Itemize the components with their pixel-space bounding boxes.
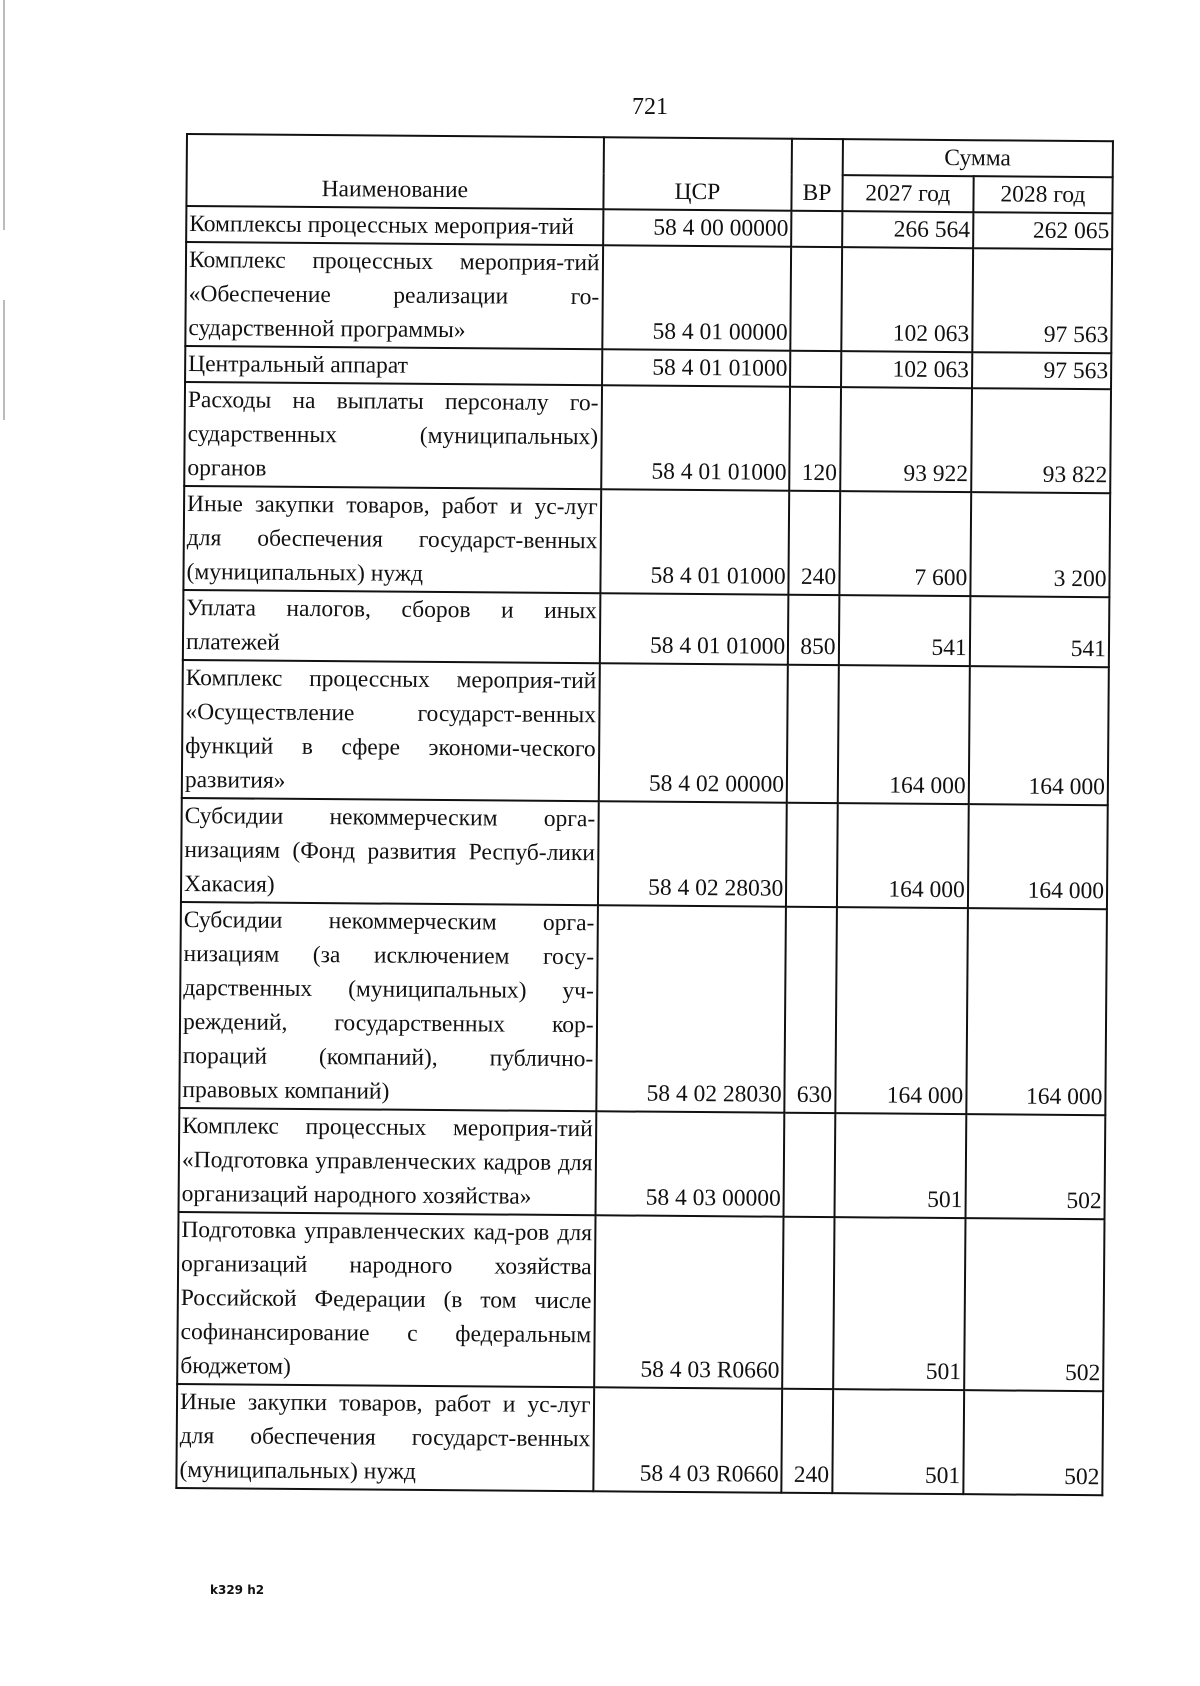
cell-2027: 164 000	[837, 665, 969, 804]
cell-2027: 164 000	[837, 803, 969, 908]
cell-2027: 501	[833, 1217, 965, 1390]
cell-csr: 58 4 00 00000	[603, 209, 792, 246]
cell-vr	[786, 803, 837, 907]
cell-2028: 164 000	[968, 804, 1108, 909]
cell-csr: 58 4 02 28030	[598, 801, 787, 906]
header-year-2028: 2028 год	[973, 176, 1113, 213]
cell-2028: 502	[965, 1114, 1105, 1219]
cell-vr	[787, 665, 839, 803]
cell-name: Подготовка управленческих кад-ров для организаций народного хозяйства Российской Федерации (в том числе софинансирование с федеральным бюджетом)	[177, 1212, 595, 1387]
cell-name: Иные закупки товаров, работ и ус-луг для обеспечения государст-венных (муниципальных) нужд	[183, 486, 600, 593]
cell-name: Комплекс процессных мероприя-тий «Обеспечение реализации го-сударственной программы»	[185, 242, 602, 349]
table-row	[179, 1108, 1106, 1219]
cell-csr: 58 4 03 R0660	[594, 1215, 784, 1388]
cell-2027: 501	[832, 1389, 964, 1494]
cell-vr	[782, 1217, 834, 1389]
cell-csr: 58 4 01 01000	[602, 349, 791, 386]
cell-csr: 58 4 01 00000	[602, 245, 791, 350]
cell-name: Расходы на выплаты персоналу го-сударственных (муниципальных) органов	[184, 382, 601, 489]
cell-vr	[790, 351, 841, 387]
cell-2028: 97 563	[972, 352, 1112, 389]
cell-2028: 93 822	[971, 388, 1111, 493]
scan-edge-mark	[3, 300, 5, 420]
cell-csr: 58 4 01 01000	[601, 385, 790, 490]
cell-name: Комплекс процессных мероприя-тий «Осуществление государст-венных функций в сфере экономи-ческого развития»	[182, 660, 600, 801]
table-row	[183, 486, 1110, 597]
table-row	[181, 798, 1108, 909]
cell-name: Комплексы процессных мероприя-тий	[186, 206, 603, 245]
scan-edge-mark	[3, 0, 5, 230]
cell-csr: 58 4 01 01000	[599, 593, 788, 664]
cell-csr: 58 4 03 R0660	[593, 1387, 782, 1492]
cell-2027: 541	[838, 595, 970, 666]
cell-vr	[791, 211, 842, 247]
cell-name: Центральный аппарат	[185, 346, 602, 385]
cell-name: Уплата налогов, сборов и иных платежей	[183, 590, 600, 663]
cell-2027: 93 922	[840, 387, 972, 492]
cell-vr	[784, 1113, 835, 1217]
header-sum: Сумма	[842, 139, 1113, 177]
footer-code: k329 h2	[210, 1583, 265, 1597]
cell-name: Субсидии некоммерческим орга-низациям (за исключением госу-дарственных (муниципальных) уч-реждений, государственных кор-пораций (компаний), публично-правовых компаний)	[179, 902, 597, 1111]
cell-2028: 164 000	[966, 908, 1107, 1115]
cell-2027: 102 063	[841, 247, 973, 352]
page-number: 721	[632, 94, 668, 120]
cell-2028: 262 065	[973, 212, 1113, 249]
table-row	[185, 242, 1112, 353]
cell-vr	[791, 247, 842, 351]
cell-csr: 58 4 03 00000	[595, 1111, 784, 1216]
header-vr: ВР	[792, 139, 843, 211]
cell-csr: 58 4 02 00000	[598, 663, 788, 802]
cell-vr: 120	[789, 387, 840, 491]
cell-vr: 850	[788, 595, 839, 665]
cell-2028: 3 200	[970, 492, 1110, 597]
table-row	[176, 1384, 1103, 1495]
cell-name: Субсидии некоммерческим орга-низациям (Фонд развития Респуб-лики Хакасия)	[181, 798, 598, 905]
cell-2028: 541	[970, 596, 1110, 667]
table-row	[179, 902, 1107, 1115]
table-row	[182, 660, 1109, 805]
cell-2028: 97 563	[972, 248, 1112, 353]
cell-vr: 240	[789, 491, 840, 595]
cell-name: Комплекс процессных мероприя-тий «Подготовка управленческих кадров для организаций народного хозяйства»	[179, 1108, 596, 1215]
cell-vr: 630	[785, 907, 837, 1113]
cell-2027: 164 000	[835, 907, 968, 1114]
cell-2028: 164 000	[969, 666, 1109, 805]
cell-2027: 501	[834, 1113, 966, 1218]
cell-2027: 102 063	[841, 351, 972, 388]
cell-2028: 502	[963, 1390, 1103, 1495]
table-row	[183, 590, 1110, 667]
table-body	[176, 206, 1112, 1495]
table-row	[184, 382, 1111, 493]
cell-csr: 58 4 02 28030	[596, 905, 786, 1112]
cell-name: Иные закупки товаров, работ и ус-луг для обеспечения государст-венных (муниципальных) нужд	[176, 1384, 593, 1491]
cell-2028: 502	[964, 1218, 1105, 1391]
cell-2027: 7 600	[839, 491, 971, 596]
cell-csr: 58 4 01 01000	[600, 489, 789, 594]
cell-2027: 266 564	[842, 211, 973, 248]
header-year-2027: 2027 год	[842, 175, 973, 212]
table-row	[177, 1212, 1104, 1391]
header-csr: ЦСР	[603, 137, 792, 210]
header-name: Наименование	[186, 134, 603, 209]
budget-table	[175, 133, 1114, 1496]
cell-vr: 240	[782, 1389, 833, 1493]
